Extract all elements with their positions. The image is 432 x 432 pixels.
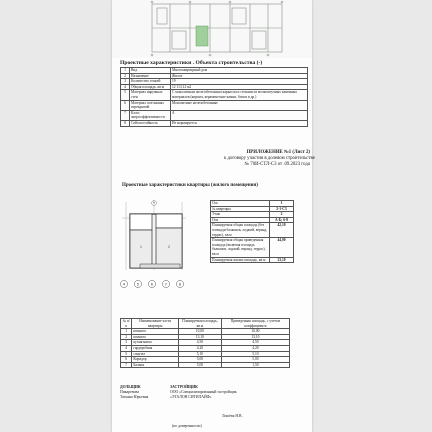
footer-note: (по доверенности) [172,424,202,428]
row-number: 2 [121,334,132,340]
row-label: Класс энергоэффективности [130,110,171,120]
footer-right-name-2: «ЭТАЛОН СИТИЛАЙФ» [170,395,212,399]
apartment-plan [120,200,190,292]
column-header: Наименование части квартиры [132,319,179,329]
footer-left-label: ДОЛЬЩИК [120,385,141,389]
planned-area: 13,10 [178,334,221,340]
row-number: 2 [121,73,130,79]
planned-area: 4,50 [178,340,221,346]
appendix-line-3: № 70И-СТЛ-С3 от .09.2023 года [244,162,310,167]
appendix-line-2: к договору участия в долевом строительстве [224,156,315,161]
axis-label: 4 [122,281,126,287]
svg-text:2: 2 [168,245,170,249]
row-value: А-Б; 6-8 [270,217,294,223]
row-number: 3 [121,340,132,346]
row-label: Планируемая общая площадь (без площади балконов, лоджий, веранд, террас), кв.м [211,223,270,238]
footer-left-name-1: Пикаревова [120,390,139,394]
footer-party-left [120,385,148,400]
axis-label: 5 [136,281,140,287]
reduced-area: 5,00 [221,357,289,363]
table-row [121,110,308,120]
row-number: 4 [121,84,130,90]
footer-right-label: ЗАСТРОЙЩИК [170,385,198,389]
row-number: 3 [121,79,130,85]
reduced-area: 10,00 [221,329,289,335]
row-label: Оси [211,217,270,223]
row-number: 5 [121,90,130,100]
object-characteristics-table [120,67,308,127]
table-row [121,362,290,368]
row-label: Количество этажей [130,79,171,85]
svg-text:1: 1 [140,245,142,249]
row-value: 23,10 [270,257,294,263]
table-row [211,223,294,238]
row-value: 2 [270,212,294,218]
table-row [211,238,294,257]
reduced-area: 4,20 [221,345,289,351]
part-name: кухня-ниша [132,340,179,346]
row-value: Монолитные железобетонные [171,100,308,110]
row-number: 5 [121,351,132,357]
table1-title: Проектные характеристики . Объекта строительства (-) [120,60,263,66]
row-label: Назначение [130,73,171,79]
reduced-area: 13,10 [221,334,289,340]
document-page [112,0,315,432]
row-number: 6 [121,100,130,110]
planned-area: 5,00 [178,357,221,363]
row-number: 8 [121,120,130,126]
row-label: Сейсмостойкость [130,120,171,126]
row-number: 7 [121,362,132,368]
reduced-area: 5,10 [221,351,289,357]
table2-title: Проектные характеристики квартиры (жилого помещения) [122,183,258,188]
planned-area: 5,00 [178,362,221,368]
planned-area: 4,20 [178,345,221,351]
row-number: 7 [121,110,130,120]
row-value: Многоквартирный дом [171,68,308,74]
row-value: 19 [171,79,308,85]
axis-label: 8 [178,281,182,287]
row-label: Материал наружных стен [130,90,171,100]
row-number: 1 [121,68,130,74]
table-row [211,257,294,263]
apartment-characteristics-table [210,200,294,263]
row-number: 1 [121,329,132,335]
apartment-parts-table [120,318,290,368]
part-name: гардеробная [132,345,179,351]
reduced-area: 1,50 [221,362,289,368]
part-name: комната [132,329,179,335]
row-value: 42,10 [270,223,294,238]
reduced-area: 4,50 [221,340,289,346]
part-name: Балкон [132,362,179,368]
footer-right-name-1: ООО «Специализированный застройщик [170,390,237,394]
planned-area: 10,00 [178,329,221,335]
plan-axis-top: 9 [153,201,155,206]
axis-label: 7 [164,281,168,287]
row-value: 2-1-С3 [270,206,294,212]
part-name: комната [132,334,179,340]
part-name: Коридор [132,357,179,363]
row-value: 44,00 [270,238,294,257]
floor-plan-thumbnail [112,0,312,58]
footer-party-right [170,385,237,400]
row-value: Жилое [171,73,308,79]
row-label: Вид [130,68,171,74]
signature-name: Лошёва Н.В. [222,414,243,418]
column-header: № п/п [121,319,132,329]
row-label: Ось [211,201,270,207]
axis-label: 6 [150,281,154,287]
planned-area: 5,10 [178,351,221,357]
row-value: 12 113,12 м2 [171,84,308,90]
appendix-header [224,150,315,168]
footer-left-name-2: Татьяна Юрьевна [120,395,149,399]
row-label: № квартиры [211,206,270,212]
column-header: Планируемая площадь, кв.м [178,319,221,329]
appendix-line-1: ПРИЛОЖЕНИЕ №1 (Лист 2) [246,150,310,155]
part-name: санузел [132,351,179,357]
column-header: Приведенная площадь, с учетом коэффициента [221,319,289,329]
table-row [121,120,308,126]
row-number: 4 [121,345,132,351]
row-value: А [171,110,308,120]
row-label: Общая площадь, кв.м [130,84,171,90]
row-number: 6 [121,357,132,363]
table-row [121,90,308,100]
row-label: Планируемая общая приведенная площадь (включая площадь балконов, лоджий, веранд, террас), кв.м [211,238,270,257]
row-label: Планируемая жилая площадь, кв.м [211,257,270,263]
row-value: С монолитным железобетонным каркасом и стенами из мелкоштучных каменных материалов (кирпич, керамические камни, блоки и др.) [171,90,308,100]
table-row [121,100,308,110]
row-label: Этаж [211,212,270,218]
row-value: 1 [270,201,294,207]
row-value: Не нормируется [171,120,308,126]
row-label: Материал поэтажных перекрытий [130,100,171,110]
